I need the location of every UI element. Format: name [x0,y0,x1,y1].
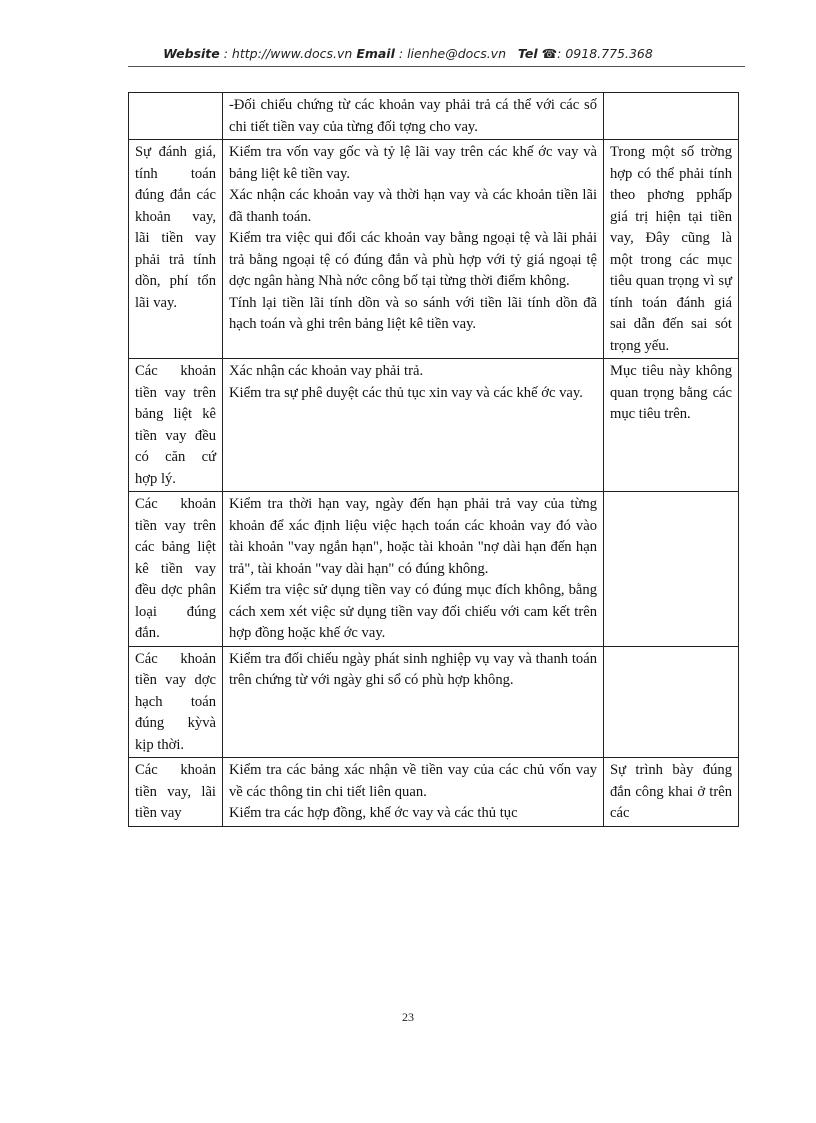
procedure-paragraph: Kiểm tra đối chiếu ngày phát sinh nghiệp vụ vay và thanh toán trên chứng từ với ngày ghi sổ có phù hợp không. [229,650,597,688]
procedure-paragraph: Tính lại tiền lãi tính dồn và so sánh với tiền lãi tính dồn đã hạch toán và ghi trên bảng liệt kê tiền vay. [229,294,597,332]
website-label: Website [163,46,220,61]
table-row [129,646,739,758]
header-divider [128,66,745,67]
notes-cell: Mục tiêu này không quan trọng bằng các mục tiêu trên. [604,359,739,492]
email-sep: : [394,46,408,61]
page-header [0,46,816,61]
tel-label: Tel [517,46,538,61]
table-row [129,758,739,827]
procedures-cell [223,758,604,827]
website-sep: : [219,46,232,61]
procedure-paragraph: Kiểm tra sự phê duyệt các thủ tục xin vay và các khế ớc vay. [229,384,583,401]
procedure-paragraph: Xác nhận các khoản vay phải trả. [229,363,424,379]
procedure-paragraph: Kiểm tra các bảng xác nhận về tiền vay của các chủ vốn vay về các thông tin chi tiết liên quan. [229,762,597,800]
tel-value: : 0918.775.368 [557,46,653,61]
procedures-cell [223,93,604,140]
page-number: 23 [402,1010,414,1024]
procedure-paragraph: Xác nhận các khoản vay và thời hạn vay và các khoản tiền lãi đã thanh toán. [229,187,597,225]
procedure-paragraph: Kiểm tra việc sử dụng tiền vay có đúng mục đích không, bằng cách xem xét việc sử dụng tiền vay đối chiếu với cam kết trên hợp đồng hoặc khế ớc vay. [229,582,597,641]
notes-cell [604,93,739,140]
email-value: lienhe@docs.vn [407,46,506,61]
website-value: http://www.docs.vn [231,46,353,61]
objective-cell: Các khoản tiền vay trên các bảng liệt kê tiền vay đều dợc phân loại đúng đắn. [129,492,223,647]
procedure-paragraph: -Đối chiếu chứng từ các khoản vay phải trả cá thể với các số chi tiết tiền vay của từng đối tợng cho vay. [229,97,597,135]
procedures-cell [223,492,604,647]
objective-cell: Sự đánh giá, tính toán đúng đắn các khoản vay, lãi tiền vay phải trả tính dồn, phí tổn lãi vay. [129,140,223,359]
table-row [129,359,739,492]
procedures-cell [223,646,604,758]
objective-cell: Các khoản tiền vay trên bảng liệt kê tiền vay đều có căn cứ hợp lý. [129,359,223,492]
table-row [129,492,739,647]
objective-cell: Các khoản tiền vay dợc hạch toán đúng kỳvà kịp thời. [129,646,223,758]
procedure-paragraph: Kiểm tra các hợp đồng, khế ớc vay và các thủ tục [229,805,518,821]
table-row [129,93,739,140]
objective-cell [129,93,223,140]
procedures-cell [223,140,604,359]
notes-cell: Sự trình bày đúng đắn công khai ở trên các [604,758,739,827]
notes-cell [604,492,739,647]
procedure-paragraph: Kiểm tra vốn vay gốc và tỷ lệ lãi vay trên các khế ớc vay và bảng liệt kê tiền vay. [229,144,597,182]
email-label: Email [356,46,395,61]
notes-cell [604,646,739,758]
phone-icon: ☎ [541,46,558,61]
table-row [129,140,739,359]
procedure-paragraph: Kiểm tra việc qui đổi các khoản vay bằng ngoại tệ và lãi phải trả bằng ngoại tệ có đúng đắn và phù hợp với tỷ giá ngoại tệ dợc ngân hàng Nhà nớc công bố tại từng thời điểm không. [229,230,597,289]
procedures-cell [223,359,604,492]
audit-procedures-table [128,92,739,827]
notes-cell: Trong một số trờng hợp có thể phải tính theo phơng pphấp giá trị hiện tại tiền vay, Đây cũng là một trong các mục tiêu quan trọng vì sự tính toán đánh giá sai dẫn đến sai sót trọng yếu. [604,140,739,359]
objective-cell: Các khoản tiền vay, lãi tiền vay [129,758,223,827]
procedure-paragraph: Kiểm tra thời hạn vay, ngày đến hạn phải trả vay của từng khoản để xác định liệu việc hạch toán các khoản vay đó vào tài khoản "vay ngắn hạn", hoặc tài khoản "nợ dài hạn đến hạn trả", tài khoản "vay dài hạn" có đúng không. [229,496,597,577]
